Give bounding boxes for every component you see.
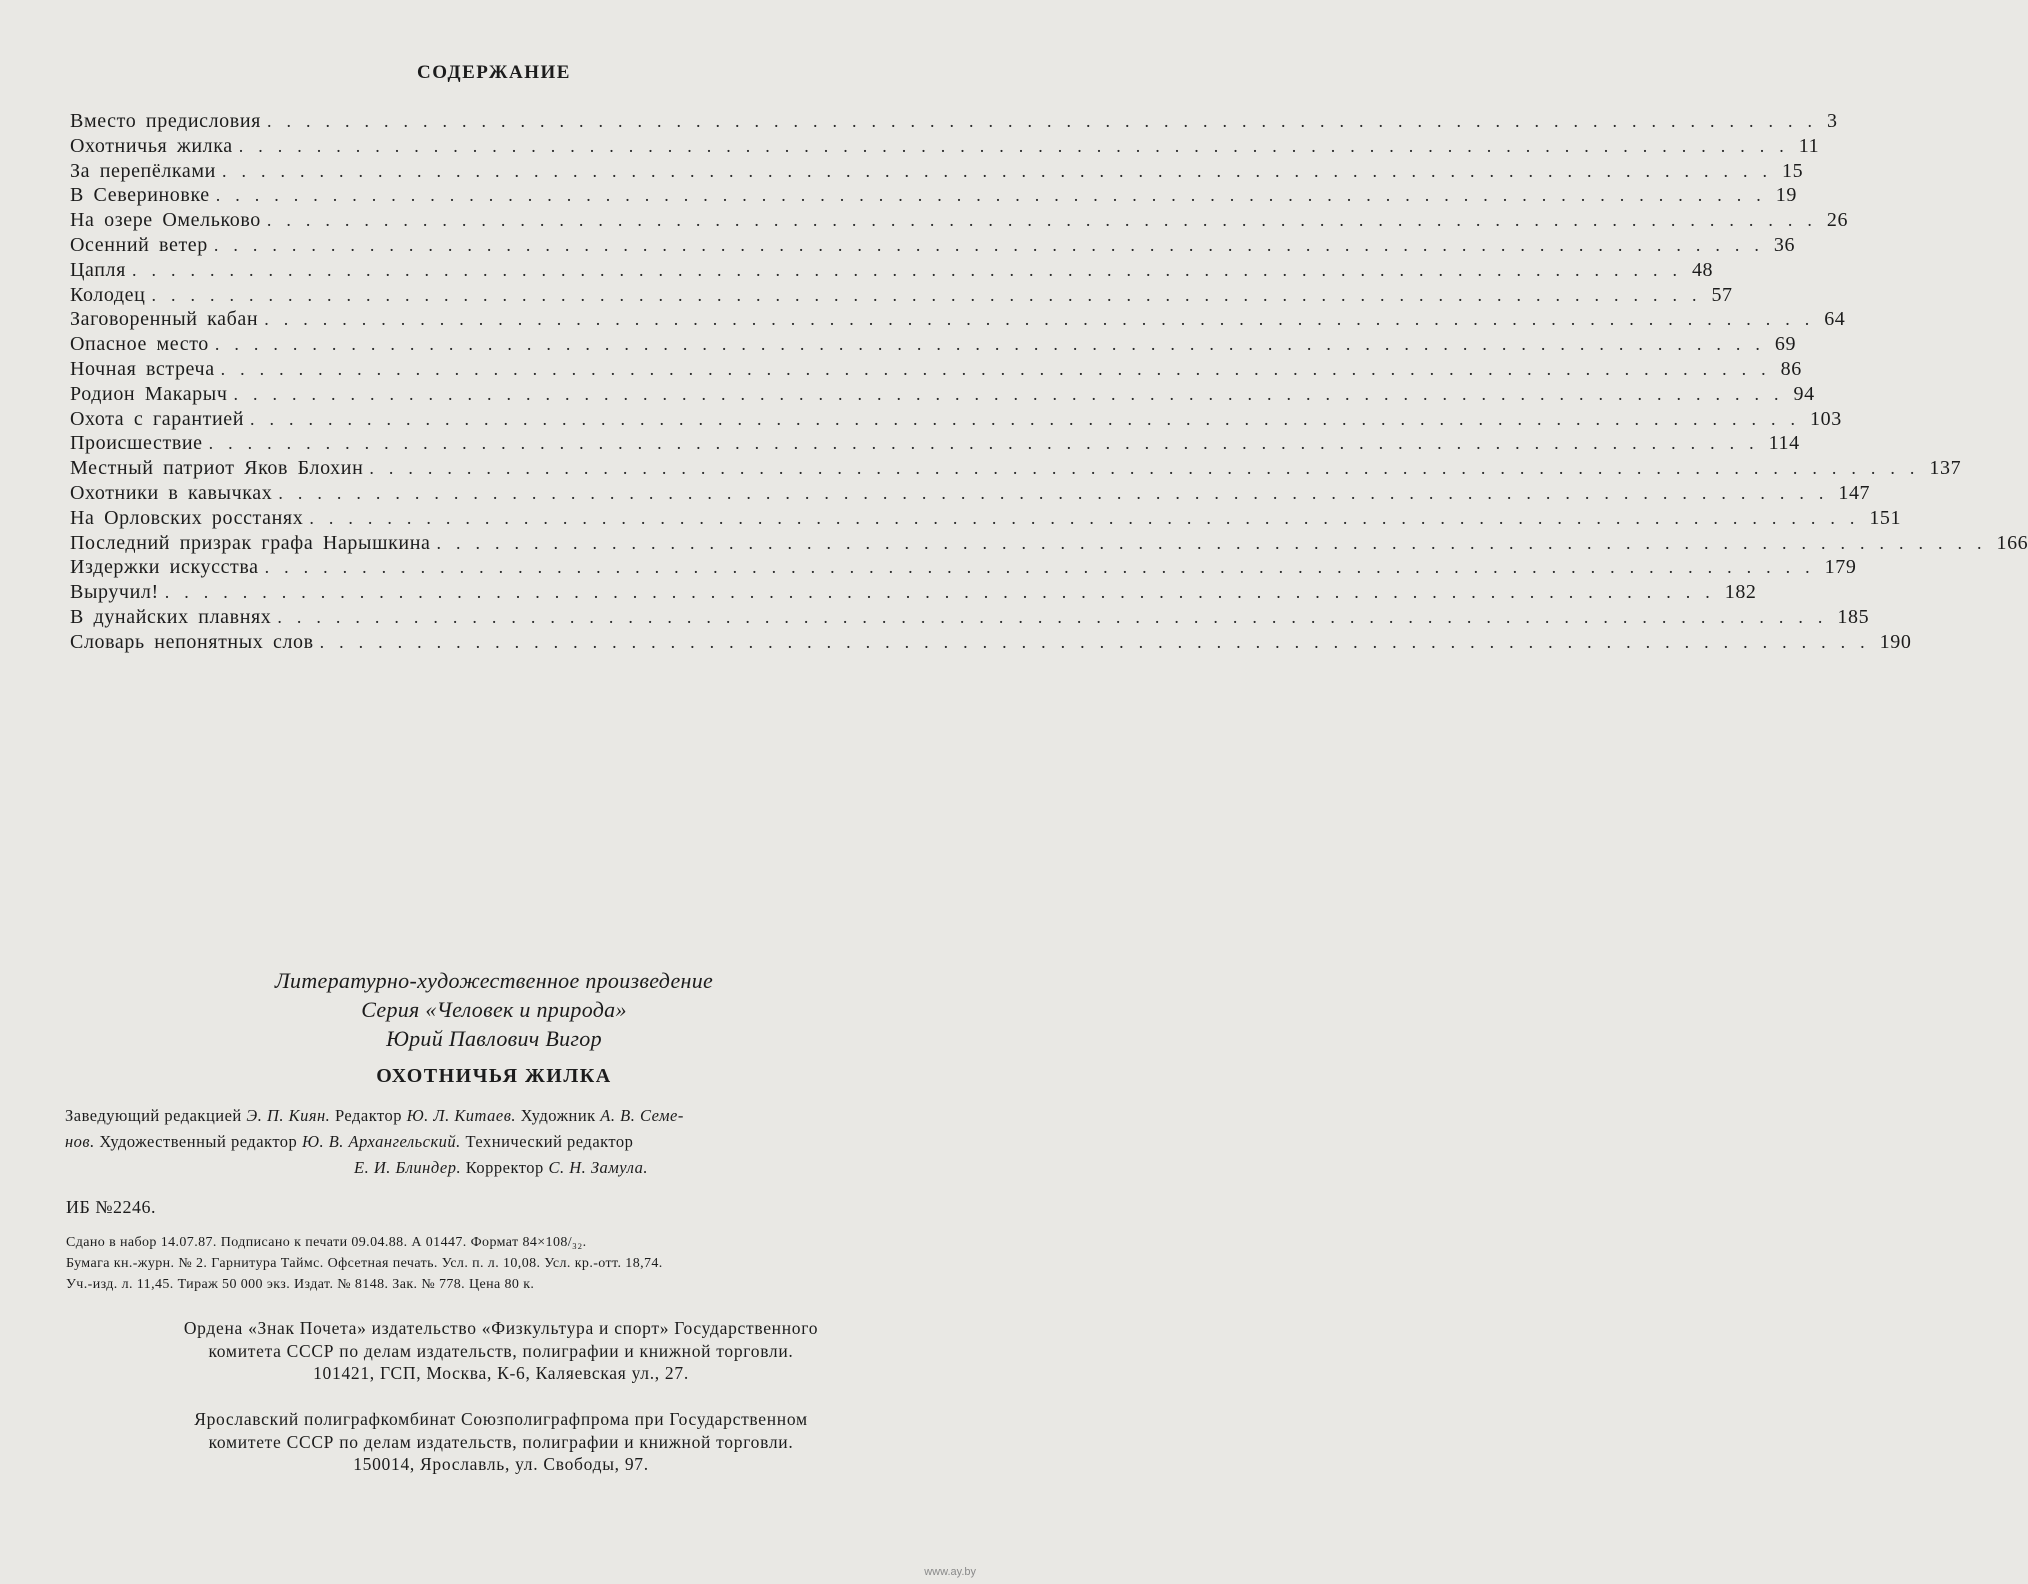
- toc-entry-title: Цапля: [70, 258, 126, 281]
- printer-line: 150014, Ярославль, ул. Свободы, 97.: [353, 1454, 649, 1474]
- toc-dot-leader: ................................................................................: [220, 358, 1781, 379]
- staff-role: Художественный редактор: [99, 1132, 298, 1151]
- toc-entry-title: В дунайских плавнях: [70, 605, 272, 628]
- toc-entry: [70, 432, 1800, 457]
- toc-entry-title: Ночная встреча: [70, 357, 215, 380]
- toc-entry: [70, 407, 1842, 433]
- toc-entry-title: Родион Макарыч: [70, 382, 228, 405]
- toc-entry-title: В Севериновке: [70, 184, 210, 207]
- toc-dot-leader: ................................................................................: [215, 185, 1776, 206]
- toc-entry-page: 3: [1826, 110, 1838, 132]
- genre-line: Литературно-художественное произведение: [274, 968, 714, 993]
- toc-entry-title: Местный патриот Яков Блохин: [70, 457, 364, 480]
- toc-entry-page: 57: [1711, 283, 1733, 306]
- toc-entry: [70, 209, 1849, 234]
- toc-dot-leader: ................................................................................: [278, 482, 1839, 503]
- toc-dot-leader: ................................................................................: [369, 458, 1930, 479]
- toc-dot-leader: ................................................................................: [233, 383, 1794, 404]
- toc-dot-leader: ................................................................................: [436, 532, 1997, 553]
- toc-entry: [70, 556, 1857, 581]
- toc-entry: [70, 283, 1733, 309]
- author-line: Юрий Павлович Вигор: [386, 1026, 602, 1051]
- toc-entry: [70, 308, 1846, 333]
- toc-entry: [70, 630, 1912, 656]
- toc-entry: [70, 605, 1870, 631]
- toc-entry-title: Опасное место: [70, 333, 209, 356]
- toc-entry: [70, 457, 1962, 482]
- staff-role: Заведующий редакцией: [65, 1106, 242, 1125]
- toc-entry-page: 64: [1824, 308, 1846, 331]
- series-line: Серия «Человек и природа»: [361, 997, 627, 1022]
- toc-entry-page: 48: [1691, 258, 1714, 281]
- toc-entry: [70, 506, 1902, 532]
- ib-number: ИБ №2246.: [66, 1197, 157, 1217]
- publisher-line: 101421, ГСП, Москва, К-6, Каляевская ул., 27.: [313, 1363, 689, 1383]
- contents-heading: СОДЕРЖАНИЕ: [417, 62, 571, 83]
- toc-entry-page: 166: [1996, 531, 2028, 554]
- toc-entry-title: Вместо предисловия: [70, 110, 261, 132]
- toc-dot-leader: ................................................................................: [277, 606, 1838, 627]
- staff-line-3: [65, 1155, 937, 1181]
- toc-entry-page: 182: [1724, 581, 1757, 604]
- toc-entry-title: Последний призрак графа Нарышкина: [70, 531, 431, 554]
- staff-role: Технический редактор: [465, 1132, 634, 1151]
- toc-dot-leader: ................................................................................: [131, 259, 1692, 280]
- toc-entry: [70, 581, 1757, 606]
- toc-entry-page: 69: [1774, 333, 1797, 356]
- toc-entry-title: Заговоренный кабан: [70, 308, 259, 331]
- staff-role: Корректор: [465, 1158, 544, 1177]
- staff-name: Ю. Л. Китаев.: [406, 1106, 517, 1125]
- toc-dot-leader: ................................................................................: [208, 433, 1769, 454]
- toc-entry-title: Охота с гарантией: [70, 407, 245, 430]
- printer-line: комитете СССР по делам издательств, полиграфии и книжной торговли.: [208, 1431, 794, 1452]
- toc-dot-leader: ................................................................................: [221, 160, 1782, 181]
- staff-name: С. Н. Замула.: [548, 1158, 648, 1177]
- print-specs: [66, 1232, 936, 1295]
- printer-info: [66, 1408, 936, 1476]
- staff-name: Ю. В. Архангельский.: [301, 1132, 461, 1151]
- toc-entry-title: Осенний ветер: [70, 233, 208, 256]
- toc-entry: [70, 531, 2028, 557]
- staff-line-1: [65, 1103, 937, 1129]
- publisher-info: [66, 1317, 936, 1385]
- toc-entry: [70, 258, 1714, 284]
- toc-entry: [70, 333, 1797, 358]
- toc-dot-leader: ................................................................................: [151, 284, 1712, 305]
- staff-name: нов.: [65, 1132, 95, 1151]
- toc-dot-leader: ................................................................................: [264, 557, 1825, 578]
- toc-entry-page: 11: [1798, 134, 1820, 157]
- toc-entry: [70, 134, 1820, 160]
- toc-entry-page: 94: [1793, 382, 1815, 405]
- toc-entry-page: 114: [1768, 432, 1800, 455]
- toc-dot-leader: ................................................................................: [319, 631, 1880, 652]
- book-title: ОХОТНИЧЬЯ ЖИЛКА: [376, 1065, 612, 1087]
- contents-list: [70, 110, 2028, 656]
- toc-entry-page: 19: [1775, 184, 1797, 207]
- toc-entry-page: 151: [1869, 506, 1902, 529]
- specs-line: Бумага кн.-журн. № 2. Гарнитура Таймс. Офсетная печать. Усл. п. л. 10,08. Усл. кр.-отт. 18,74.: [66, 1256, 663, 1271]
- toc-entry-title: Выручил!: [70, 581, 159, 604]
- staff-name: А. В. Семе-: [600, 1106, 684, 1125]
- toc-entry-page: 185: [1837, 605, 1870, 628]
- staff-role: Редактор: [334, 1106, 403, 1125]
- toc-dot-leader: ................................................................................: [238, 135, 1799, 156]
- toc-entry-page: 26: [1826, 209, 1849, 232]
- toc-entry-title: За перепёлками: [70, 159, 216, 182]
- toc-entry: [70, 357, 1802, 383]
- toc-entry-page: 86: [1780, 357, 1802, 380]
- toc-dot-leader: ................................................................................: [309, 507, 1870, 528]
- toc-entry-title: Издержки искусства: [70, 556, 259, 579]
- toc-dot-leader: ................................................................................: [266, 210, 1827, 231]
- site-watermark: www.ay.by: [924, 1566, 976, 1578]
- toc-entry-title: Охотничья жилка: [70, 134, 233, 157]
- toc-entry-page: 15: [1781, 159, 1804, 182]
- toc-entry-page: 103: [1810, 407, 1842, 430]
- publisher-line: Ордена «Знак Почета» издательство «Физкультура и спорт» Государственного: [183, 1318, 819, 1338]
- toc-entry-page: 147: [1838, 481, 1871, 504]
- toc-dot-leader: ................................................................................: [214, 334, 1775, 355]
- toc-entry-title: Происшествие: [70, 432, 203, 455]
- toc-entry: [70, 233, 1796, 259]
- printer-line: Ярославский полиграфкомбинат Союзполиграфпрома при Государственном: [194, 1409, 808, 1429]
- staff-line-2: [65, 1129, 937, 1155]
- toc-entry-title: На озере Омельково: [70, 209, 261, 232]
- editorial-staff: [65, 1103, 937, 1181]
- toc-entry-title: На Орловских росстанях: [70, 506, 304, 529]
- toc-dot-leader: ................................................................................: [213, 234, 1774, 255]
- toc-entry-page: 190: [1879, 630, 1912, 653]
- imprint-block: [0, 966, 988, 1088]
- toc-entry: [70, 159, 1804, 185]
- toc-entry: [70, 481, 1871, 507]
- staff-name: Е. И. Блиндер.: [354, 1158, 462, 1177]
- toc-dot-leader: ................................................................................: [264, 309, 1825, 330]
- specs-line: Уч.-изд. л. 11,45. Тираж 50 000 экз. Издат. № 8148. Зак. № 778. Цена 80 к.: [66, 1277, 535, 1292]
- toc-entry-title: Охотники в кавычках: [70, 481, 273, 504]
- staff-name: Э. П. Киян.: [246, 1106, 331, 1125]
- specs-line: Сдано в набор 14.07.87. Подписано к печати 09.04.88. А 01447. Формат 84×108/₃₂.: [66, 1235, 587, 1250]
- toc-entry-page: 137: [1929, 457, 1962, 480]
- toc-entry: [70, 110, 1838, 135]
- toc-entry-page: 36: [1773, 233, 1796, 256]
- toc-entry: [70, 382, 1815, 408]
- publisher-line: комитета СССР по делам издательств, полиграфии и книжной торговли.: [208, 1340, 794, 1361]
- toc-entry: [70, 184, 1797, 209]
- toc-dot-leader: ................................................................................: [164, 582, 1725, 603]
- toc-entry-page: 179: [1824, 556, 1857, 579]
- toc-dot-leader: ................................................................................: [266, 111, 1827, 131]
- toc-entry-title: Словарь непонятных слов: [70, 630, 314, 653]
- toc-dot-leader: ................................................................................: [250, 408, 1811, 429]
- staff-role: Художник: [520, 1106, 596, 1125]
- toc-entry-title: Колодец: [70, 283, 146, 306]
